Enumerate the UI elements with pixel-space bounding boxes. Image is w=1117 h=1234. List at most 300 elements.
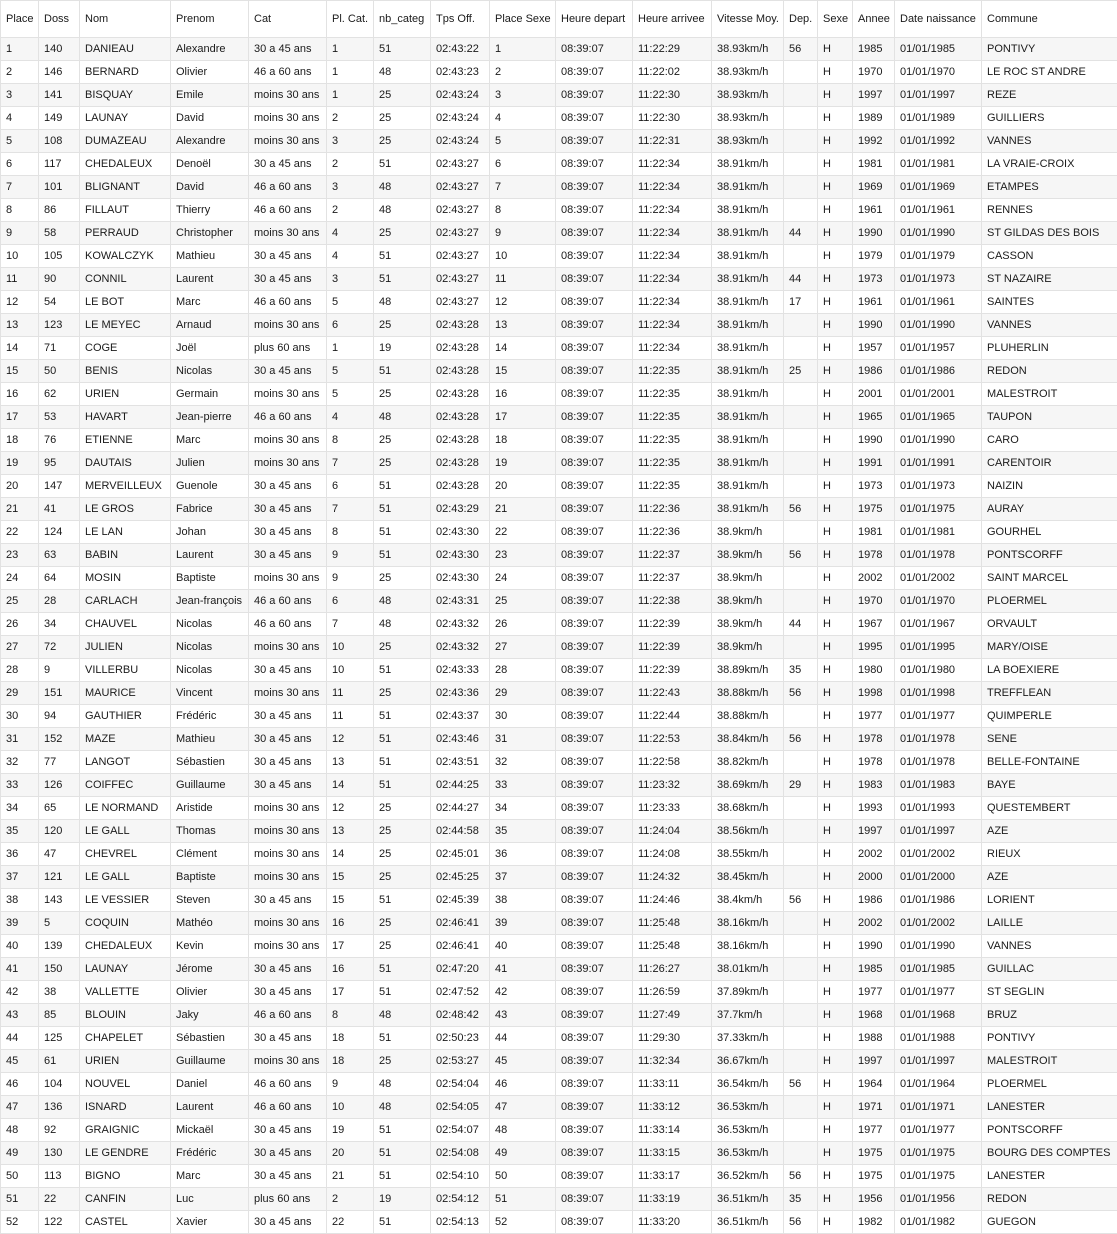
cell-doss: 86 xyxy=(39,199,80,222)
cell-heure-arrivee: 11:26:59 xyxy=(633,981,712,1004)
cell-place: 31 xyxy=(1,728,39,751)
cell-date-naissance: 01/01/1978 xyxy=(895,728,982,751)
cell-sexe: H xyxy=(818,889,853,912)
cell-heure-arrivee: 11:22:34 xyxy=(633,337,712,360)
cell-heure-arrivee: 11:22:34 xyxy=(633,314,712,337)
cell-sexe: H xyxy=(818,958,853,981)
table-row xyxy=(1,245,1117,268)
cell-tps-off: 02:54:10 xyxy=(431,1165,490,1188)
cell-nom: VILLERBU xyxy=(80,659,171,682)
cell-nb-categ: 51 xyxy=(374,521,431,544)
table-row xyxy=(1,521,1117,544)
table-row xyxy=(1,659,1117,682)
column-header-vitesse-moy: Vitesse Moy. xyxy=(712,1,784,38)
cell-vitesse-moy: 36.67km/h xyxy=(712,1050,784,1073)
cell-dep xyxy=(784,935,818,958)
cell-nb-categ: 48 xyxy=(374,1004,431,1027)
cell-prenom: Daniel xyxy=(171,1073,249,1096)
cell-nom: BIGNO xyxy=(80,1165,171,1188)
cell-doss: 147 xyxy=(39,475,80,498)
cell-vitesse-moy: 38.89km/h xyxy=(712,659,784,682)
cell-heure-depart: 08:39:07 xyxy=(556,452,633,475)
cell-heure-depart: 08:39:07 xyxy=(556,84,633,107)
cell-sexe: H xyxy=(818,544,853,567)
cell-commune: ORVAULT xyxy=(982,613,1117,636)
cell-tps-off: 02:43:27 xyxy=(431,153,490,176)
cell-place-sexe: 24 xyxy=(490,567,556,590)
cell-cat: 46 a 60 ans xyxy=(249,1073,327,1096)
cell-heure-arrivee: 11:22:39 xyxy=(633,636,712,659)
cell-vitesse-moy: 38.91km/h xyxy=(712,153,784,176)
cell-sexe: H xyxy=(818,1096,853,1119)
cell-commune: LANESTER xyxy=(982,1165,1117,1188)
cell-tps-off: 02:44:25 xyxy=(431,774,490,797)
cell-dep: 29 xyxy=(784,774,818,797)
cell-heure-arrivee: 11:24:32 xyxy=(633,866,712,889)
cell-nb-categ: 25 xyxy=(374,820,431,843)
table-row xyxy=(1,797,1117,820)
cell-place: 37 xyxy=(1,866,39,889)
cell-tps-off: 02:46:41 xyxy=(431,935,490,958)
cell-dep xyxy=(784,866,818,889)
cell-cat: 46 a 60 ans xyxy=(249,291,327,314)
cell-nb-categ: 51 xyxy=(374,705,431,728)
cell-vitesse-moy: 38.91km/h xyxy=(712,452,784,475)
cell-annee: 1957 xyxy=(853,337,895,360)
cell-dep xyxy=(784,245,818,268)
cell-tps-off: 02:43:36 xyxy=(431,682,490,705)
cell-place: 25 xyxy=(1,590,39,613)
cell-commune: SAINTES xyxy=(982,291,1117,314)
cell-doss: 71 xyxy=(39,337,80,360)
cell-prenom: Vincent xyxy=(171,682,249,705)
cell-place-sexe: 2 xyxy=(490,61,556,84)
cell-pl-cat: 21 xyxy=(327,1165,374,1188)
cell-dep: 25 xyxy=(784,360,818,383)
cell-doss: 92 xyxy=(39,1119,80,1142)
cell-nb-categ: 48 xyxy=(374,291,431,314)
cell-annee: 1956 xyxy=(853,1188,895,1211)
cell-place-sexe: 38 xyxy=(490,889,556,912)
cell-nom: CHAUVEL xyxy=(80,613,171,636)
cell-heure-arrivee: 11:26:27 xyxy=(633,958,712,981)
cell-dep xyxy=(784,130,818,153)
cell-place-sexe: 50 xyxy=(490,1165,556,1188)
cell-heure-arrivee: 11:25:48 xyxy=(633,935,712,958)
cell-tps-off: 02:43:24 xyxy=(431,130,490,153)
cell-annee: 1992 xyxy=(853,130,895,153)
cell-doss: 120 xyxy=(39,820,80,843)
cell-sexe: H xyxy=(818,153,853,176)
cell-prenom: Marc xyxy=(171,1165,249,1188)
cell-nom: DANIEAU xyxy=(80,38,171,61)
cell-place-sexe: 32 xyxy=(490,751,556,774)
cell-tps-off: 02:44:27 xyxy=(431,797,490,820)
cell-date-naissance: 01/01/2000 xyxy=(895,866,982,889)
cell-heure-depart: 08:39:07 xyxy=(556,1004,633,1027)
cell-place-sexe: 16 xyxy=(490,383,556,406)
cell-vitesse-moy: 37.89km/h xyxy=(712,981,784,1004)
cell-sexe: H xyxy=(818,429,853,452)
cell-nb-categ: 25 xyxy=(374,797,431,820)
cell-cat: moins 30 ans xyxy=(249,452,327,475)
cell-annee: 1990 xyxy=(853,314,895,337)
cell-heure-depart: 08:39:07 xyxy=(556,797,633,820)
cell-vitesse-moy: 37.7km/h xyxy=(712,1004,784,1027)
cell-prenom: Mathieu xyxy=(171,245,249,268)
cell-place-sexe: 18 xyxy=(490,429,556,452)
cell-date-naissance: 01/01/1978 xyxy=(895,751,982,774)
cell-nom: LE GENDRE xyxy=(80,1142,171,1165)
cell-place: 7 xyxy=(1,176,39,199)
cell-place-sexe: 14 xyxy=(490,337,556,360)
cell-pl-cat: 11 xyxy=(327,705,374,728)
cell-dep xyxy=(784,153,818,176)
cell-doss: 47 xyxy=(39,843,80,866)
cell-tps-off: 02:43:51 xyxy=(431,751,490,774)
cell-annee: 1988 xyxy=(853,1027,895,1050)
column-header-place-sexe: Place Sexe xyxy=(490,1,556,38)
cell-dep: 56 xyxy=(784,682,818,705)
table-row xyxy=(1,1050,1117,1073)
cell-date-naissance: 01/01/1980 xyxy=(895,659,982,682)
cell-doss: 121 xyxy=(39,866,80,889)
cell-sexe: H xyxy=(818,337,853,360)
cell-prenom: Nicolas xyxy=(171,613,249,636)
cell-heure-depart: 08:39:07 xyxy=(556,659,633,682)
cell-nom: CHEDALEUX xyxy=(80,153,171,176)
cell-vitesse-moy: 38.56km/h xyxy=(712,820,784,843)
cell-nb-categ: 51 xyxy=(374,1119,431,1142)
cell-place: 45 xyxy=(1,1050,39,1073)
cell-nb-categ: 51 xyxy=(374,659,431,682)
cell-cat: moins 30 ans xyxy=(249,314,327,337)
cell-vitesse-moy: 38.91km/h xyxy=(712,406,784,429)
cell-cat: 46 a 60 ans xyxy=(249,176,327,199)
cell-dep: 56 xyxy=(784,498,818,521)
cell-heure-arrivee: 11:22:34 xyxy=(633,153,712,176)
cell-tps-off: 02:54:08 xyxy=(431,1142,490,1165)
cell-tps-off: 02:54:07 xyxy=(431,1119,490,1142)
cell-sexe: H xyxy=(818,475,853,498)
cell-cat: moins 30 ans xyxy=(249,935,327,958)
cell-sexe: H xyxy=(818,291,853,314)
cell-commune: CASSON xyxy=(982,245,1117,268)
cell-date-naissance: 01/01/2001 xyxy=(895,383,982,406)
cell-pl-cat: 1 xyxy=(327,84,374,107)
cell-dep: 35 xyxy=(784,659,818,682)
cell-vitesse-moy: 36.52km/h xyxy=(712,1165,784,1188)
cell-tps-off: 02:50:23 xyxy=(431,1027,490,1050)
cell-dep xyxy=(784,958,818,981)
cell-annee: 2001 xyxy=(853,383,895,406)
cell-doss: 50 xyxy=(39,360,80,383)
table-row xyxy=(1,1142,1117,1165)
cell-heure-arrivee: 11:22:35 xyxy=(633,452,712,475)
cell-heure-depart: 08:39:07 xyxy=(556,1211,633,1234)
cell-nom: DAUTAIS xyxy=(80,452,171,475)
cell-dep xyxy=(784,705,818,728)
column-header-nb-categ: nb_categ xyxy=(374,1,431,38)
cell-sexe: H xyxy=(818,797,853,820)
cell-tps-off: 02:43:27 xyxy=(431,199,490,222)
cell-cat: 30 a 45 ans xyxy=(249,981,327,1004)
cell-dep: 35 xyxy=(784,1188,818,1211)
cell-place: 39 xyxy=(1,912,39,935)
cell-heure-arrivee: 11:22:35 xyxy=(633,360,712,383)
cell-tps-off: 02:43:22 xyxy=(431,38,490,61)
cell-doss: 94 xyxy=(39,705,80,728)
cell-heure-depart: 08:39:07 xyxy=(556,1050,633,1073)
cell-nom: MAURICE xyxy=(80,682,171,705)
cell-pl-cat: 18 xyxy=(327,1050,374,1073)
cell-heure-depart: 08:39:07 xyxy=(556,544,633,567)
cell-heure-arrivee: 11:22:30 xyxy=(633,107,712,130)
cell-place-sexe: 43 xyxy=(490,1004,556,1027)
cell-annee: 1961 xyxy=(853,199,895,222)
cell-heure-depart: 08:39:07 xyxy=(556,1096,633,1119)
cell-sexe: H xyxy=(818,61,853,84)
cell-place-sexe: 42 xyxy=(490,981,556,1004)
cell-heure-depart: 08:39:07 xyxy=(556,1188,633,1211)
cell-cat: 30 a 45 ans xyxy=(249,659,327,682)
cell-dep xyxy=(784,383,818,406)
cell-cat: 30 a 45 ans xyxy=(249,38,327,61)
table-row xyxy=(1,1188,1117,1211)
cell-prenom: Olivier xyxy=(171,61,249,84)
cell-tps-off: 02:43:29 xyxy=(431,498,490,521)
cell-dep xyxy=(784,590,818,613)
cell-dep xyxy=(784,912,818,935)
cell-commune: NAIZIN xyxy=(982,475,1117,498)
cell-pl-cat: 13 xyxy=(327,820,374,843)
cell-commune: GUILLAC xyxy=(982,958,1117,981)
cell-date-naissance: 01/01/1970 xyxy=(895,590,982,613)
cell-place: 9 xyxy=(1,222,39,245)
cell-place: 33 xyxy=(1,774,39,797)
cell-sexe: H xyxy=(818,130,853,153)
cell-vitesse-moy: 38.9km/h xyxy=(712,613,784,636)
cell-date-naissance: 01/01/1989 xyxy=(895,107,982,130)
cell-sexe: H xyxy=(818,176,853,199)
cell-place-sexe: 44 xyxy=(490,1027,556,1050)
column-header-date-naissance: Date naissance xyxy=(895,1,982,38)
cell-prenom: Nicolas xyxy=(171,360,249,383)
cell-annee: 1977 xyxy=(853,981,895,1004)
cell-nom: CASTEL xyxy=(80,1211,171,1234)
cell-heure-arrivee: 11:24:08 xyxy=(633,843,712,866)
cell-prenom: Luc xyxy=(171,1188,249,1211)
cell-nom: GRAIGNIC xyxy=(80,1119,171,1142)
cell-cat: moins 30 ans xyxy=(249,107,327,130)
cell-place: 48 xyxy=(1,1119,39,1142)
cell-annee: 1979 xyxy=(853,245,895,268)
cell-nom: CHAPELET xyxy=(80,1027,171,1050)
cell-vitesse-moy: 36.54km/h xyxy=(712,1073,784,1096)
cell-sexe: H xyxy=(818,1004,853,1027)
cell-annee: 2002 xyxy=(853,912,895,935)
cell-dep: 56 xyxy=(784,38,818,61)
cell-date-naissance: 01/01/1981 xyxy=(895,521,982,544)
cell-commune: PLUHERLIN xyxy=(982,337,1117,360)
table-row xyxy=(1,475,1117,498)
cell-place: 21 xyxy=(1,498,39,521)
cell-heure-depart: 08:39:07 xyxy=(556,774,633,797)
cell-date-naissance: 01/01/1977 xyxy=(895,981,982,1004)
cell-doss: 22 xyxy=(39,1188,80,1211)
cell-place-sexe: 45 xyxy=(490,1050,556,1073)
table-row xyxy=(1,1004,1117,1027)
cell-doss: 5 xyxy=(39,912,80,935)
cell-place: 30 xyxy=(1,705,39,728)
cell-vitesse-moy: 38.91km/h xyxy=(712,498,784,521)
cell-annee: 1990 xyxy=(853,935,895,958)
cell-heure-depart: 08:39:07 xyxy=(556,314,633,337)
cell-cat: 46 a 60 ans xyxy=(249,199,327,222)
cell-date-naissance: 01/01/1977 xyxy=(895,705,982,728)
cell-date-naissance: 01/01/1983 xyxy=(895,774,982,797)
cell-sexe: H xyxy=(818,613,853,636)
cell-annee: 1975 xyxy=(853,498,895,521)
cell-tps-off: 02:47:52 xyxy=(431,981,490,1004)
cell-annee: 1989 xyxy=(853,107,895,130)
cell-prenom: Marc xyxy=(171,291,249,314)
cell-cat: 30 a 45 ans xyxy=(249,268,327,291)
cell-date-naissance: 01/01/1991 xyxy=(895,452,982,475)
table-row xyxy=(1,199,1117,222)
cell-heure-depart: 08:39:07 xyxy=(556,705,633,728)
cell-sexe: H xyxy=(818,682,853,705)
cell-nom: URIEN xyxy=(80,1050,171,1073)
table-row xyxy=(1,1073,1117,1096)
cell-cat: 30 a 45 ans xyxy=(249,889,327,912)
cell-date-naissance: 01/01/1978 xyxy=(895,544,982,567)
cell-heure-arrivee: 11:22:38 xyxy=(633,590,712,613)
cell-date-naissance: 01/01/1992 xyxy=(895,130,982,153)
cell-prenom: Baptiste xyxy=(171,567,249,590)
cell-sexe: H xyxy=(818,1165,853,1188)
cell-commune: GOURHEL xyxy=(982,521,1117,544)
cell-doss: 126 xyxy=(39,774,80,797)
cell-cat: 30 a 45 ans xyxy=(249,1211,327,1234)
cell-heure-arrivee: 11:33:17 xyxy=(633,1165,712,1188)
cell-doss: 53 xyxy=(39,406,80,429)
cell-heure-arrivee: 11:22:34 xyxy=(633,245,712,268)
cell-doss: 136 xyxy=(39,1096,80,1119)
cell-prenom: Thierry xyxy=(171,199,249,222)
cell-prenom: Julien xyxy=(171,452,249,475)
cell-sexe: H xyxy=(818,866,853,889)
cell-prenom: Laurent xyxy=(171,268,249,291)
cell-heure-arrivee: 11:22:35 xyxy=(633,406,712,429)
cell-nb-categ: 51 xyxy=(374,360,431,383)
cell-doss: 124 xyxy=(39,521,80,544)
cell-doss: 117 xyxy=(39,153,80,176)
cell-place: 50 xyxy=(1,1165,39,1188)
cell-prenom: Mathieu xyxy=(171,728,249,751)
cell-pl-cat: 19 xyxy=(327,1119,374,1142)
cell-sexe: H xyxy=(818,590,853,613)
cell-vitesse-moy: 38.88km/h xyxy=(712,682,784,705)
cell-annee: 1986 xyxy=(853,360,895,383)
cell-heure-depart: 08:39:07 xyxy=(556,245,633,268)
cell-annee: 1971 xyxy=(853,1096,895,1119)
cell-pl-cat: 12 xyxy=(327,728,374,751)
cell-nom: BABIN xyxy=(80,544,171,567)
cell-nom: BERNARD xyxy=(80,61,171,84)
cell-place: 43 xyxy=(1,1004,39,1027)
cell-commune: LA VRAIE-CROIX xyxy=(982,153,1117,176)
cell-nom: CANFIN xyxy=(80,1188,171,1211)
table-row xyxy=(1,636,1117,659)
cell-doss: 41 xyxy=(39,498,80,521)
cell-annee: 2002 xyxy=(853,843,895,866)
cell-commune: VANNES xyxy=(982,314,1117,337)
cell-nb-categ: 25 xyxy=(374,1050,431,1073)
cell-vitesse-moy: 36.51km/h xyxy=(712,1211,784,1234)
cell-nom: ISNARD xyxy=(80,1096,171,1119)
cell-commune: REZE xyxy=(982,84,1117,107)
cell-vitesse-moy: 38.01km/h xyxy=(712,958,784,981)
cell-date-naissance: 01/01/1990 xyxy=(895,314,982,337)
cell-prenom: Emile xyxy=(171,84,249,107)
cell-pl-cat: 16 xyxy=(327,958,374,981)
cell-nom: MAZE xyxy=(80,728,171,751)
cell-sexe: H xyxy=(818,912,853,935)
cell-vitesse-moy: 38.16km/h xyxy=(712,912,784,935)
cell-nb-categ: 51 xyxy=(374,475,431,498)
cell-tps-off: 02:45:01 xyxy=(431,843,490,866)
cell-heure-arrivee: 11:22:36 xyxy=(633,498,712,521)
cell-cat: moins 30 ans xyxy=(249,429,327,452)
cell-nom: JULIEN xyxy=(80,636,171,659)
cell-doss: 143 xyxy=(39,889,80,912)
cell-commune: CARENTOIR xyxy=(982,452,1117,475)
table-row xyxy=(1,153,1117,176)
cell-cat: 46 a 60 ans xyxy=(249,61,327,84)
cell-nom: LANGOT xyxy=(80,751,171,774)
table-row xyxy=(1,613,1117,636)
cell-date-naissance: 01/01/1961 xyxy=(895,291,982,314)
cell-commune: TAUPON xyxy=(982,406,1117,429)
cell-nb-categ: 51 xyxy=(374,889,431,912)
table-row xyxy=(1,291,1117,314)
cell-place-sexe: 4 xyxy=(490,107,556,130)
cell-dep xyxy=(784,1050,818,1073)
cell-vitesse-moy: 38.9km/h xyxy=(712,590,784,613)
cell-date-naissance: 01/01/1982 xyxy=(895,1211,982,1234)
cell-dep: 56 xyxy=(784,889,818,912)
cell-heure-depart: 08:39:07 xyxy=(556,130,633,153)
cell-pl-cat: 7 xyxy=(327,452,374,475)
cell-cat: 30 a 45 ans xyxy=(249,475,327,498)
cell-heure-arrivee: 11:22:58 xyxy=(633,751,712,774)
cell-nom: VALLETTE xyxy=(80,981,171,1004)
cell-date-naissance: 01/01/1995 xyxy=(895,636,982,659)
cell-nom: LE GALL xyxy=(80,866,171,889)
cell-doss: 61 xyxy=(39,1050,80,1073)
cell-pl-cat: 2 xyxy=(327,199,374,222)
cell-commune: LORIENT xyxy=(982,889,1117,912)
cell-tps-off: 02:54:05 xyxy=(431,1096,490,1119)
cell-date-naissance: 01/01/1990 xyxy=(895,429,982,452)
cell-commune: PONTIVY xyxy=(982,38,1117,61)
cell-vitesse-moy: 36.53km/h xyxy=(712,1142,784,1165)
cell-vitesse-moy: 38.91km/h xyxy=(712,199,784,222)
cell-place-sexe: 13 xyxy=(490,314,556,337)
cell-annee: 1981 xyxy=(853,153,895,176)
cell-tps-off: 02:43:28 xyxy=(431,314,490,337)
